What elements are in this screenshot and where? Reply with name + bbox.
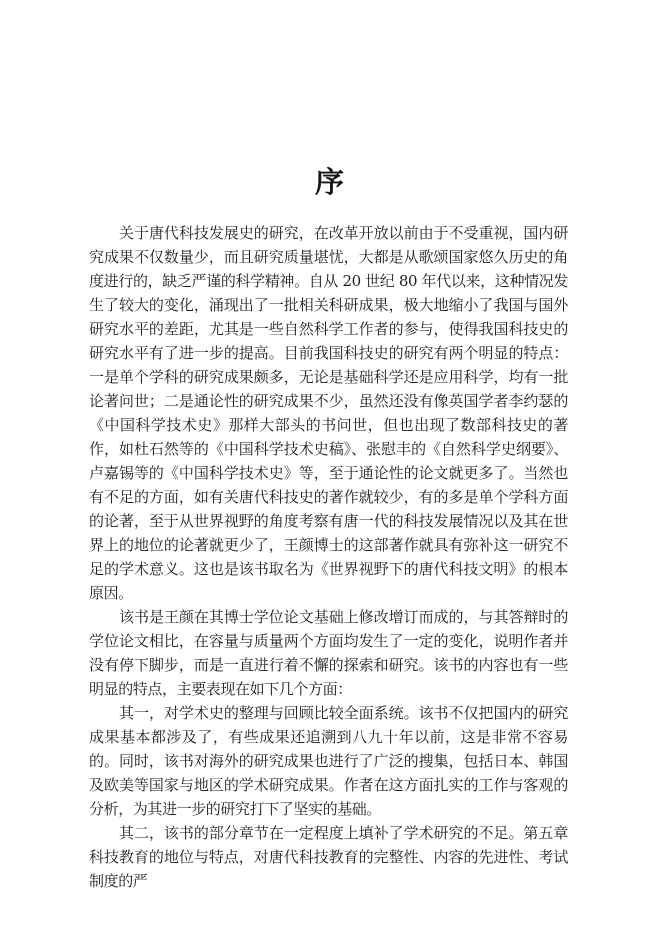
page-title: 序: [314, 165, 346, 199]
paragraph-intro: 关于唐代科技发展史的研究，在改革开放以前由于不受重视，国内研究成果不仅数量少，而且研究质量堪忧，大都是从歌颂国家悠久历史的角度进行的，缺乏严谨的科学精神。自从 20 世纪 80 年代以来，这种情况发生了较大的变化，涌现出了一批相关科研成果，极大地缩小了我国与国外研究水平的差距，尤其是一些自然科学工作者的参与，使得我国科技史的研究水平有了进一步的提高。目前我国科技史的研究有两个明显的特点：一是单个学科的研究成果颇多，无论是基础科学还是应用科学，均有一批论著问世；二是通论性的研究成果不少，虽然还没有像英国学者李约瑟的《中国科学技术史》那样大部头的书问世，但也出现了数部科技史的著作，如杜石然等的《中国科学技术史稿》、张慰丰的《自然科学史纲要》、卢嘉锡等的《中国科学技术史》等，至于通论性的论文就更多了。当然也有不足的方面，如有关唐代科技史的著作就较少，有的多是单个学科方面的论著，至于从世界视野的角度考察有唐一代的科技发展情况以及其在世界上的地位的论著就更少了，王颜博士的这部著作就具有弥补这一研究不足的学术意义。这也是该书取名为《世界视野下的唐代科技文明》的根本原因。: [89, 224, 568, 602]
preface-body: [89, 221, 568, 893]
paragraph-feature-one: 其一，对学术史的整理与回顾比较全面系统。该书不仅把国内的研究成果基本都涉及了，有些成果还追溯到八九十年以前，这是非常不容易的。同时，该书对海外的研究成果也进行了广泛的搜集，包括日本、韩国及欧美等国家与地区的学术研究成果。作者在这方面扎实的工作与客观的分析，为其进一步的研究打下了坚实的基础。: [89, 704, 568, 818]
paragraph-feature-two: 其二，该书的部分章节在一定程度上填补了学术研究的不足。第五章科技教育的地位与特点，对唐代科技教育的完整性、内容的先进性、考试制度的严: [89, 824, 568, 890]
paragraph-book-origin: 该书是王颜在其博士学位论文基础上修改增订而成的，与其答辩时的学位论文相比，在容量与质量两个方面均发生了一定的变化，说明作者并没有停下脚步，而是一直进行着不懈的探索和研究。该书的内容也有一些明显的特点，主要表现在如下几个方面：: [89, 608, 568, 698]
